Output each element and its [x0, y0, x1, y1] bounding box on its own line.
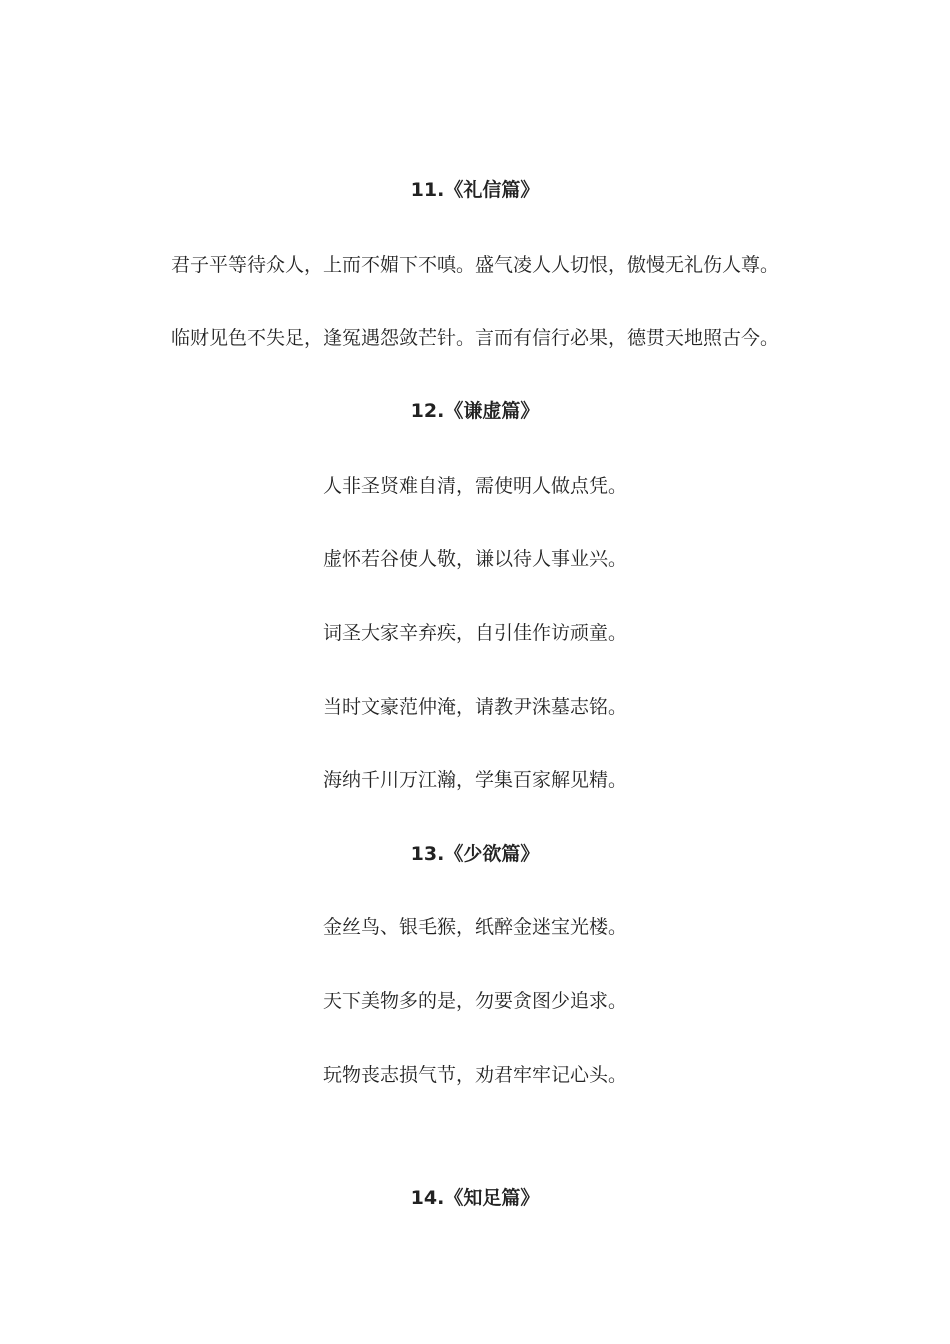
verse-line: 天下美物多的是，勿要贪图少追求。	[322, 990, 627, 1012]
verse-line: 虚怀若谷使人敬，谦以待人事业兴。	[322, 548, 627, 570]
section-title-14: 14.《知足篇》	[410, 1187, 540, 1209]
verse-line: 玩物丧志损气节，劝君牢牢记心头。	[322, 1064, 627, 1086]
verse-line: 临财见色不失足，逢冤遇怨敛芒针。言而有信行必果，德贯天地照古今。	[170, 327, 779, 349]
verse-line: 金丝鸟、银毛猴，纸醉金迷宝光楼。	[322, 916, 627, 938]
verse-line: 君子平等待众人，上而不媚下不嗔。盛气凌人人切恨，傲慢无礼伤人尊。	[170, 254, 779, 276]
verse-line: 人非圣贤难自清，需使明人做点凭。	[322, 475, 627, 497]
section-title-11: 11.《礼信篇》	[410, 179, 540, 201]
verse-line: 海纳千川万江瀚，学集百家解见精。	[322, 769, 627, 791]
section-title-13: 13.《少欲篇》	[410, 843, 540, 865]
section-title-12: 12.《谦虚篇》	[410, 400, 540, 422]
verse-line: 词圣大家辛弃疾，自引佳作访顽童。	[322, 622, 627, 644]
verse-line: 当时文豪范仲淹，请教尹洙墓志铭。	[322, 696, 627, 718]
